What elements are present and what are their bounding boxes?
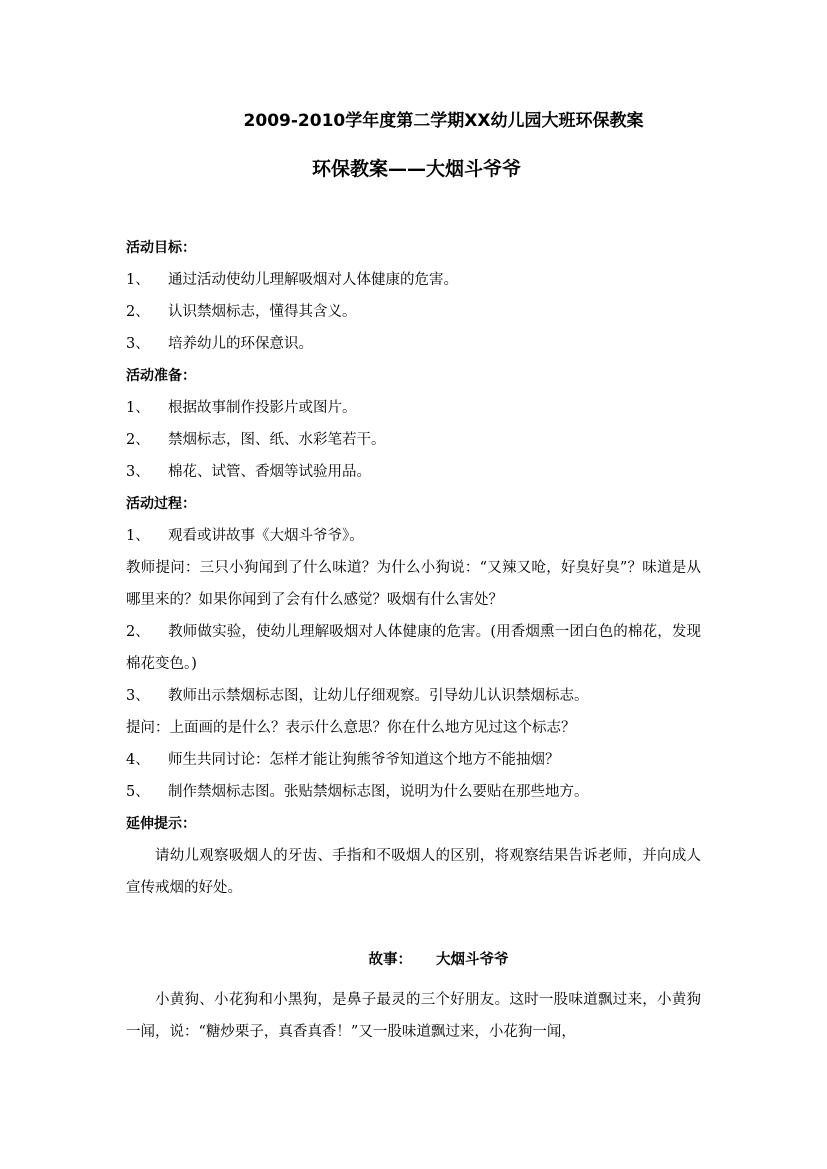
prep-item [126,456,701,488]
item-text: 观看或讲故事《大烟斗爷爷》。 [168,528,364,544]
item-number: 3、 [126,464,150,480]
item-number: 1、 [126,528,150,544]
process-step [126,776,701,808]
process-step [126,744,701,776]
document-subtitle: 环保教案——大烟斗爷爷 [311,158,521,180]
item-text: 通过活动使幼儿理解吸烟对人体健康的危害。 [168,272,458,288]
item-text: 教师出示禁烟标志图，让幼儿仔细观察。引导幼儿认识禁烟标志。 [168,688,589,704]
prep-item [126,424,701,456]
question-line: 提问：上面画的是什么？表示什么意思？你在什么地方见过这个标志？ [126,720,576,736]
item-text: 师生共同讨论：怎样才能让狗熊爷爷知道这个地方不能抽烟？ [168,752,560,768]
item-number: 2、 [126,304,150,320]
prep-heading: 活动准备： [126,368,196,384]
goal-item [126,296,701,328]
item-text: 制作禁烟标志图。张贴禁烟标志图，说明为什么要贴在那些地方。 [168,784,589,800]
item-text: 棉花、试管、香烟等试验用品。 [168,464,371,480]
item-number: 5、 [126,784,150,800]
extension-text: 请幼儿观察吸烟人的牙齿、手指和不吸烟人的区别，将观察结果告诉老师，并向成人宣传戒烟的好处。 [126,848,701,896]
goal-item [126,328,701,360]
item-number: 1、 [126,272,150,288]
item-text: 根据故事制作投影片或图片。 [168,400,357,416]
process-step [126,520,701,552]
story-text: 小黄狗、小花狗和小黑狗，是鼻子最灵的三个好朋友。这时一股味道飘过来，小黄狗一闻，说：“糖炒栗子，真香真香！”又一股味道飘过来，小花狗一闻， [126,992,701,1040]
extension-heading: 延伸提示： [126,816,196,832]
item-number: 4、 [126,752,150,768]
story-title [0,944,827,976]
document-title: 2009-2010学年度第二学期XX幼儿园大班环保教案 [243,111,644,131]
item-number: 2、 [126,624,150,640]
process-step [126,680,701,712]
teacher-question: 教师提问：三只小狗闻到了什么味道？为什么小狗说：“又辣又呛，好臭好臭”？味道是从哪里来的？如果你闻到了会有什么感觉？吸烟有什么害处？ [126,560,701,608]
prep-item [126,392,701,424]
lesson-body [126,232,701,904]
item-text: 认识禁烟标志，懂得其含义。 [168,304,357,320]
goal-item [126,264,701,296]
process-step [126,616,701,680]
item-number: 3、 [126,688,150,704]
story-name: 大烟斗爷爷 [436,952,509,968]
item-number: 2、 [126,432,150,448]
item-number: 3、 [126,336,150,352]
item-text: 禁烟标志，图、纸、水彩笔若干。 [168,432,386,448]
item-text: 教师做实验，使幼儿理解吸烟对人体健康的危害。(用香烟熏一团白色的棉花，发现棉花变色。) [126,624,701,672]
story-label: 故事： [368,952,412,968]
process-heading: 活动过程： [126,496,196,512]
item-number: 1、 [126,400,150,416]
goals-heading: 活动目标： [126,240,196,256]
item-text: 培养幼儿的环保意识。 [168,336,313,352]
